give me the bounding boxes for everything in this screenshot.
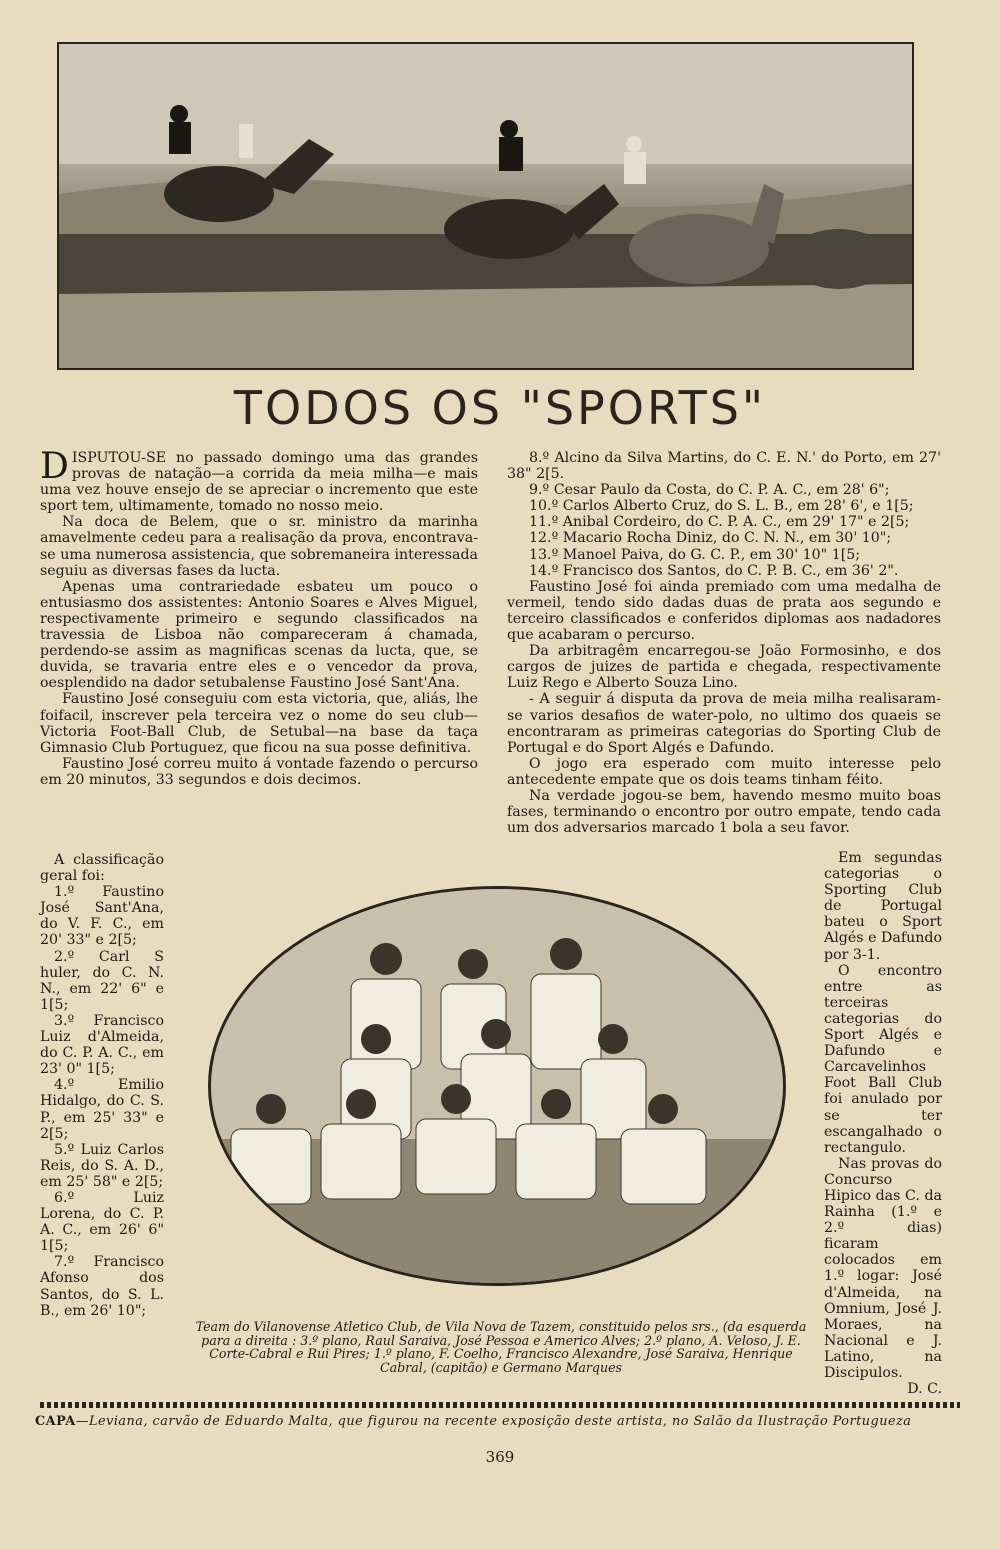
classification-entry: 13.º Manoel Paiva, do G. C. P., em 30' 10" 1[5;: [529, 546, 861, 563]
paragraph-horse-show: Nas provas do Concurso Hipico das C. da Rainha (1.º e 2.º dias) ficaram colocados em 1.º logar: José d'Almeida, na Omnium, José J. Moraes, na Nacional e J. Latino, na Discipulos.: [824, 1155, 942, 1381]
classification-entry: 1.º Faustino José Sant'Ana, do V. F. C., em 20' 33" e 2[5;: [40, 884, 164, 949]
paragraph-result: Na verdade jogou-se bem, havendo mesmo muito boas fases, terminando o encontro por outro empate, tendo cada um dos adversarios marcado 1 bola a seu favor.: [507, 787, 941, 837]
classification-entry: 7.º Francisco Afonso dos Santos, do S. L. B., em 26' 10";: [40, 1254, 164, 1319]
classification-entry: 8.º Alcino da Silva Martins, do C. E. N.' do Porto, em 27' 38" 2[5.: [507, 450, 941, 483]
left-column: [40, 446, 478, 788]
drop-cap: D: [40, 446, 69, 487]
team-photo-illustration: [211, 889, 783, 1283]
page-number: 369: [485, 1448, 515, 1466]
paragraph-expectation: O jogo era esperado com muito interesse pelo antecedente empate que os dois teams tinham féito.: [507, 755, 941, 788]
paragraph-2: Na doca de Belem, que o sr. ministro da marinha amavelmente cedeu para a realisação da prova, encontrava-se uma numerosa assistencia, que sobremaneira interessada seguiu as diversas fases da lucta.: [40, 514, 478, 579]
classification-list: [40, 852, 164, 1319]
cover-note-text: —Leviana, carvão de Eduardo Malta, que figurou na recente exposição deste artista, no Salão da Ilustração Portugueza: [75, 1414, 912, 1429]
cover-note: [35, 1414, 965, 1429]
paragraph-1: DISPUTOU-SE no passado domingo uma das grandes provas de natação—a corrida da meia milha—e mais uma vez houve ensejo de se apreciar o incremento que este sport tem, ultimamente, tomado no nosso meio.: [40, 446, 478, 515]
paragraph-water-polo: - A seguir á disputa da prova de meia milha realisaram-se varios desafios de water-polo, no ultimo dos quaeis se encontraram as primeiras categorias do Sporting Club de Portugal e do Sport Algés e Dafundo.: [507, 691, 941, 756]
classification-entry: 10.º Carlos Alberto Cruz, do S. L. B., em 28' 6', e 1[5;: [529, 498, 914, 515]
right-column: [507, 450, 941, 836]
classification-entry: 6.º Luiz Lorena, do C. P. A. C., em 26' 6" 1[5;: [40, 1189, 164, 1255]
classification-intro: A classificação geral foi:: [40, 852, 164, 885]
classification-entry: 12.º Macario Rocha Diniz, do C. N. N., em 30' 10";: [529, 530, 892, 547]
classification-entry: 11.º Anibal Cordeiro, do C. P. A. C., em 29' 17" e 2[5;: [529, 514, 910, 531]
classification-entry: 2.º Carl S huler, do C. N. N., em 22' 6" e 1[5;: [40, 948, 164, 1013]
horse-race-photo: [57, 42, 914, 370]
cover-note-label: CAPA: [35, 1414, 76, 1429]
paragraph-second-categories: Em segundas categorias o Sporting Club de Portugal bateu o Sport Algés e Dafundo por 3-1.: [824, 850, 942, 963]
paragraph-5: Faustino José correu muito á vontade fazendo o percurso em 20 minutos, 33 segundos e dois decimos.: [40, 755, 478, 788]
classification-entry: 4.º Emilio Hidalgo, do C. S. P., em 25' 33" e 2[5;: [40, 1077, 164, 1142]
paragraph-third-categories: O encontro entre as terceiras categorias do Sport Algés e Dafundo e Carcavelinhos Foot Ball Club foi anulado por se ter escangalhado o rectangulo.: [824, 962, 942, 1156]
author-signature: D. C.: [907, 1381, 942, 1398]
team-photo: [208, 886, 786, 1286]
paragraph-3: Apenas uma contrariedade esbateu um pouco o entusiasmo dos assistentes: Antonio Soares e Alves Miguel, respectivamente primeiro e segundo classificados na travessia de Lisboa não compareceram á chamada, perdendo-se assim as magnificas scenas da lucta, que, se duvida, se travaria entre eles e o vencedor da prova, oesplendido na dador setubalense Faustino José Sant'Ana.: [40, 578, 478, 692]
divider: [40, 1402, 960, 1408]
paragraph-4: Faustino José conseguiu com esta victoria, que, aliás, lhe foifacil, inscrever pela terceira vez o nome do seu club—Victoria Foot-Ball Club, de Setubal—na base da taça Gimnasio Club Portuguez, que ficou na sua posse definitiva.: [40, 691, 478, 756]
paragraph-medals: Faustino José foi ainda premiado com uma medalha de vermeil, tendo sido dadas duas de prata aos segundo e terceiro classificados e conferidos diplomas aos nadadores que acabaram o percurso.: [507, 578, 941, 644]
classification-entry: 5.º Luiz Carlos Reis, do S. A. D., em 25' 58" e 2[5;: [40, 1141, 164, 1190]
photo-caption: Team do Vilanovense Atletico Club, de Vila Nova de Tazem, constituido pelos srs., (da esquerda para a direita : 3.º plano, Raul Saraiva, José Pessoa e Americo Alves; 2.º plano, A. Veloso, J. E. Corte-Cabral e Rui Pires; 1.º plano, F. Coelho, Francisco Alexandre, José Saraiva, Henrique Cabral, (capitão) e Germano Marques: [195, 1319, 807, 1375]
classification-entry: 14.º Francisco dos Santos, do C. P. B. C., em 36' 2".: [529, 562, 899, 579]
horse-race-illustration: [59, 44, 912, 368]
headline: TODOS OS "SPORTS": [233, 381, 767, 435]
paragraph-arbitration: Da arbitragêm encarregou-se João Formosinho, e dos cargos de juizes de partida e chegada, respectivamente Luiz Rego e Alberto Souza Lino.: [507, 643, 941, 692]
classification-entry: 3.º Francisco Luiz d'Almeida, do C. P. A. C., em 23' 0" 1[5;: [40, 1012, 164, 1078]
right-narrow-column: [824, 850, 942, 1397]
classification-entry: 9.º Cesar Paulo da Costa, do C. P. A. C., em 28' 6";: [529, 482, 890, 499]
